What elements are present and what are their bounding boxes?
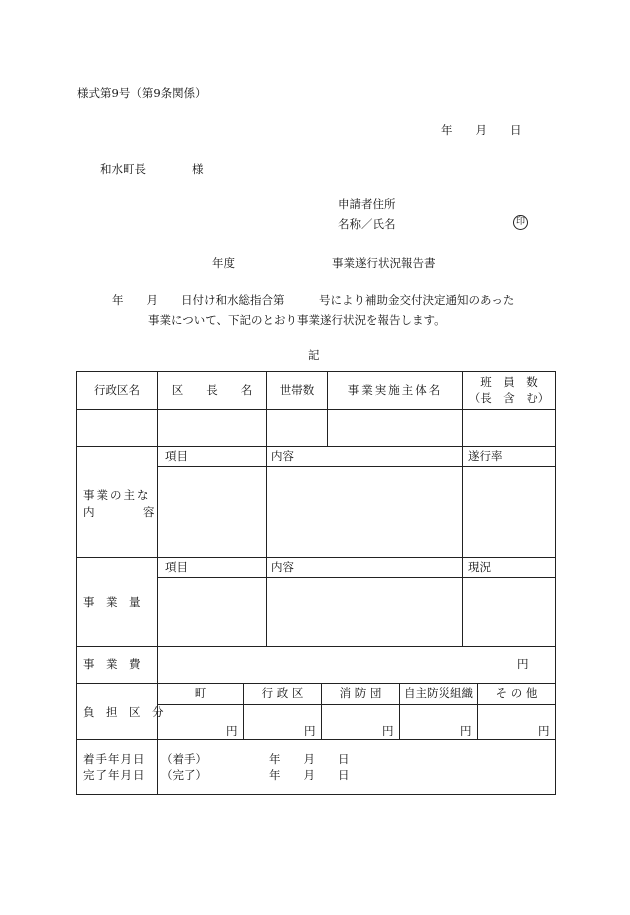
- applicant-name-label: 名称／氏名: [338, 217, 396, 231]
- cost-label: 事 業 費: [83, 657, 141, 671]
- applicant-address-label: 申請者住所: [338, 197, 396, 211]
- header-team-members-note: （長 含 む）: [468, 391, 550, 405]
- end-marker: （完了）: [161, 768, 207, 782]
- start-date-field: 年 月 日: [269, 752, 350, 766]
- volume-content-header: 内容: [271, 560, 294, 574]
- form-number: 様式第9号（第9条関係）: [77, 86, 207, 100]
- main-item-header: 項目: [165, 449, 188, 463]
- burden-col-town: 町: [194, 686, 207, 700]
- main-content-header: 内容: [271, 449, 294, 463]
- end-date-label: 完了年月日: [83, 768, 146, 782]
- header-chief-name: 区 長 名: [171, 383, 253, 397]
- burden-yen-town: 円: [226, 724, 238, 738]
- burden-col-admin-district: 行 政 区: [261, 686, 304, 700]
- date-line: 年 月 日: [441, 123, 522, 137]
- start-marker: （着手）: [161, 752, 207, 766]
- header-admin-district: 行政区名: [94, 383, 140, 397]
- header-team-members: 班 員 数: [480, 375, 538, 389]
- report-table: [76, 371, 556, 795]
- main-content-label: 事業の主な: [83, 488, 151, 502]
- header-households: 世帯数: [279, 383, 315, 397]
- ki-heading: 記: [308, 348, 320, 362]
- body-text-line-2: 事業について、下記のとおり事業遂行状況を報告します。: [148, 313, 446, 327]
- burden-yen-other: 円: [538, 724, 550, 738]
- burden-yen-admin-district: 円: [304, 724, 316, 738]
- volume-item-header: 項目: [165, 560, 188, 574]
- burden-yen-disaster-org: 円: [460, 724, 472, 738]
- report-year-label: 年度: [212, 256, 235, 270]
- cost-yen: 円: [517, 657, 529, 671]
- volume-label: 事 業 量: [83, 595, 141, 609]
- burden-yen-fire-brigade: 円: [382, 724, 394, 738]
- header-implementer: 事業実施主体名: [347, 383, 443, 397]
- burden-col-disaster-org: 自主防災組織: [404, 686, 473, 700]
- end-date-field: 年 月 日: [269, 768, 350, 782]
- volume-status-header: 現況: [468, 560, 491, 574]
- body-text-line-1: 年 月 日付け和水総指合第 号により補助金交付決定通知のあった: [112, 293, 515, 307]
- report-title: 事業遂行状況報告書: [332, 256, 436, 270]
- start-date-label: 着手年月日: [83, 752, 146, 766]
- burden-col-fire-brigade: 消 防 団: [339, 686, 382, 700]
- main-rate-header: 遂行率: [468, 449, 503, 463]
- burden-col-other: そ の 他: [495, 686, 538, 700]
- main-content-label-2a: 内: [83, 505, 95, 519]
- burden-label: 負 担 区 分: [83, 705, 164, 719]
- main-content-label-2b: 容: [143, 505, 155, 519]
- seal-stamp: 印: [513, 215, 528, 230]
- addressee: 和水町長 様: [100, 162, 204, 176]
